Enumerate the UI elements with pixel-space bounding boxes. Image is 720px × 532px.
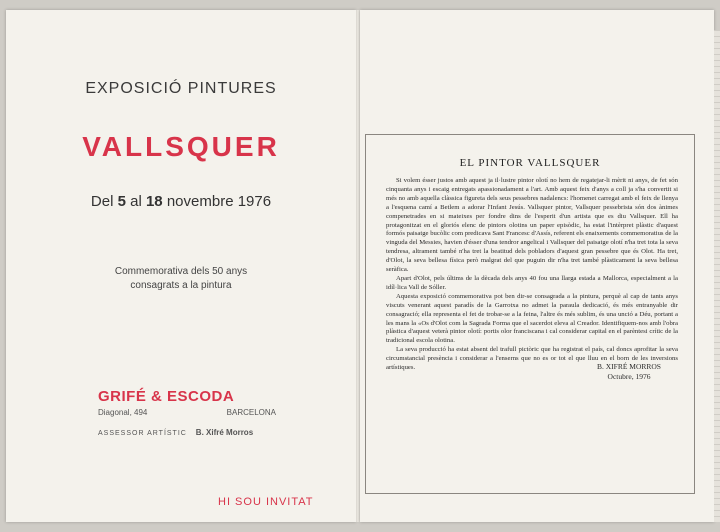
signature-name: B. XIFRÉ MORROS [597, 362, 661, 371]
signature [574, 362, 684, 382]
start-day: 5 [117, 193, 126, 210]
article-body [386, 177, 678, 373]
dates-middle: al [130, 193, 142, 210]
artistic-adviser [98, 428, 253, 437]
street: Diagonal, 494 [98, 408, 148, 417]
adviser-label: ASSESSOR ARTÍSTIC [98, 430, 187, 437]
article-paragraph: Apart d'Olot, pels últims de la dècada dels anys 40 fou una llarga estada a Mallorca, especialment a la idíl·lica Vall de Sóller. [386, 274, 678, 291]
article-frame [365, 134, 695, 494]
gallery-address [98, 408, 276, 417]
stacked-page-edges [714, 30, 720, 522]
dates-prefix: Del [90, 193, 114, 210]
exhibition-dates [6, 193, 356, 210]
exhibition-label: EXPOSICIÓ PINTURES [85, 80, 277, 97]
invitation-front-page [6, 10, 356, 522]
invitation-inner-page [360, 10, 714, 522]
invitation-line: HI SOU INVITAT [218, 496, 314, 508]
article-paragraph: Si volem ésser justos amb aquest ja il·lustre pintor olotí no hem de regatejar-li mèrit ni anys, de fet són cinquanta anys i escaig entregats apassionadament a l'art. Amb aquest feix d'anys a coll ja s'ha convertit si més no amb aquella clàssica figureta dels seus pessebres nadalencs: l'homenet carregat amb el feix de llenya a l'esquena camí a Betlem a adorar l'Infant Jesús. Vallsquer pintor, Vallsquer pessebrista són dos ànimes compenetrades en si mateixes per fondre dins de l'esperit d'un artista que es diu Vallsquer. Ell ha protagonitzat en el gloriós elenc de pintors olotins un paper episòdic, ha estat l'intèrpret plàstic d'aquest formós paisatge bucòlic com predicava Sant Francesc d'Assís, referent els enaixements commemoratius de la vinguda del Messies, havien d'ésser d'una tendror angelical i Vallsquer del paisatge olotí n'ha tret tota la seva tendresa, altrament també n'ha tret la beatitud dels pobladors d'aquest gran pessebre que és Olot. Ha tret, d'Olot, la seva bellesa física però malgrat del que puguin dir n'ha tret també plàsticament la seva bellesa seràfica. [386, 177, 679, 274]
adviser-name: B. Xifré Morros [195, 428, 254, 437]
artist-name: VALLSQUER [82, 131, 280, 162]
article-paragraph: La seva producció ha estat absent del trafull pictòric que ha registrat el país, cal doncs aprofitar la seva circumstancial presència i considerar a l'enserns que no es or tot el que lluu en el born de les inversions artístiques. [386, 346, 678, 372]
dates-suffix: novembre 1976 [166, 193, 272, 210]
gallery-name: GRIFÉ & ESCODA [98, 388, 235, 405]
signature-date: Octubre, 1976 [607, 372, 651, 381]
article-paragraph: Aquesta exposició commemorativa pot ben dir-se consagrada a la pintura, perquè al cap de tants anys viscuts venerant aquest paradís de la Garrotxa no admet la paraula dedicació, és més entranyable dir consagració; ella representa el fet de trobar-se a la feina, l'altre és més sublim, és una unció a Déu, portant a les mans la «Os d'Olot com la Sagrada Forma que el sacerdot eleva al Creador. Identifiquem-nos amb l'obra plàstica d'aquest veterà pintor olotí: portis olor franciscana i cal considerar capital en el parèntesi crític de la tradicional escola olotina. [386, 292, 678, 345]
commemoration-line-2: consagrats a la pintura [130, 280, 232, 291]
end-day: 18 [145, 193, 163, 210]
article-title: EL PINTOR VALLSQUER [459, 157, 601, 169]
commemoration-text [6, 265, 356, 293]
city: BARCELONA [226, 408, 276, 417]
commemoration-line-1: Commemorativa dels 50 anys [114, 266, 248, 277]
